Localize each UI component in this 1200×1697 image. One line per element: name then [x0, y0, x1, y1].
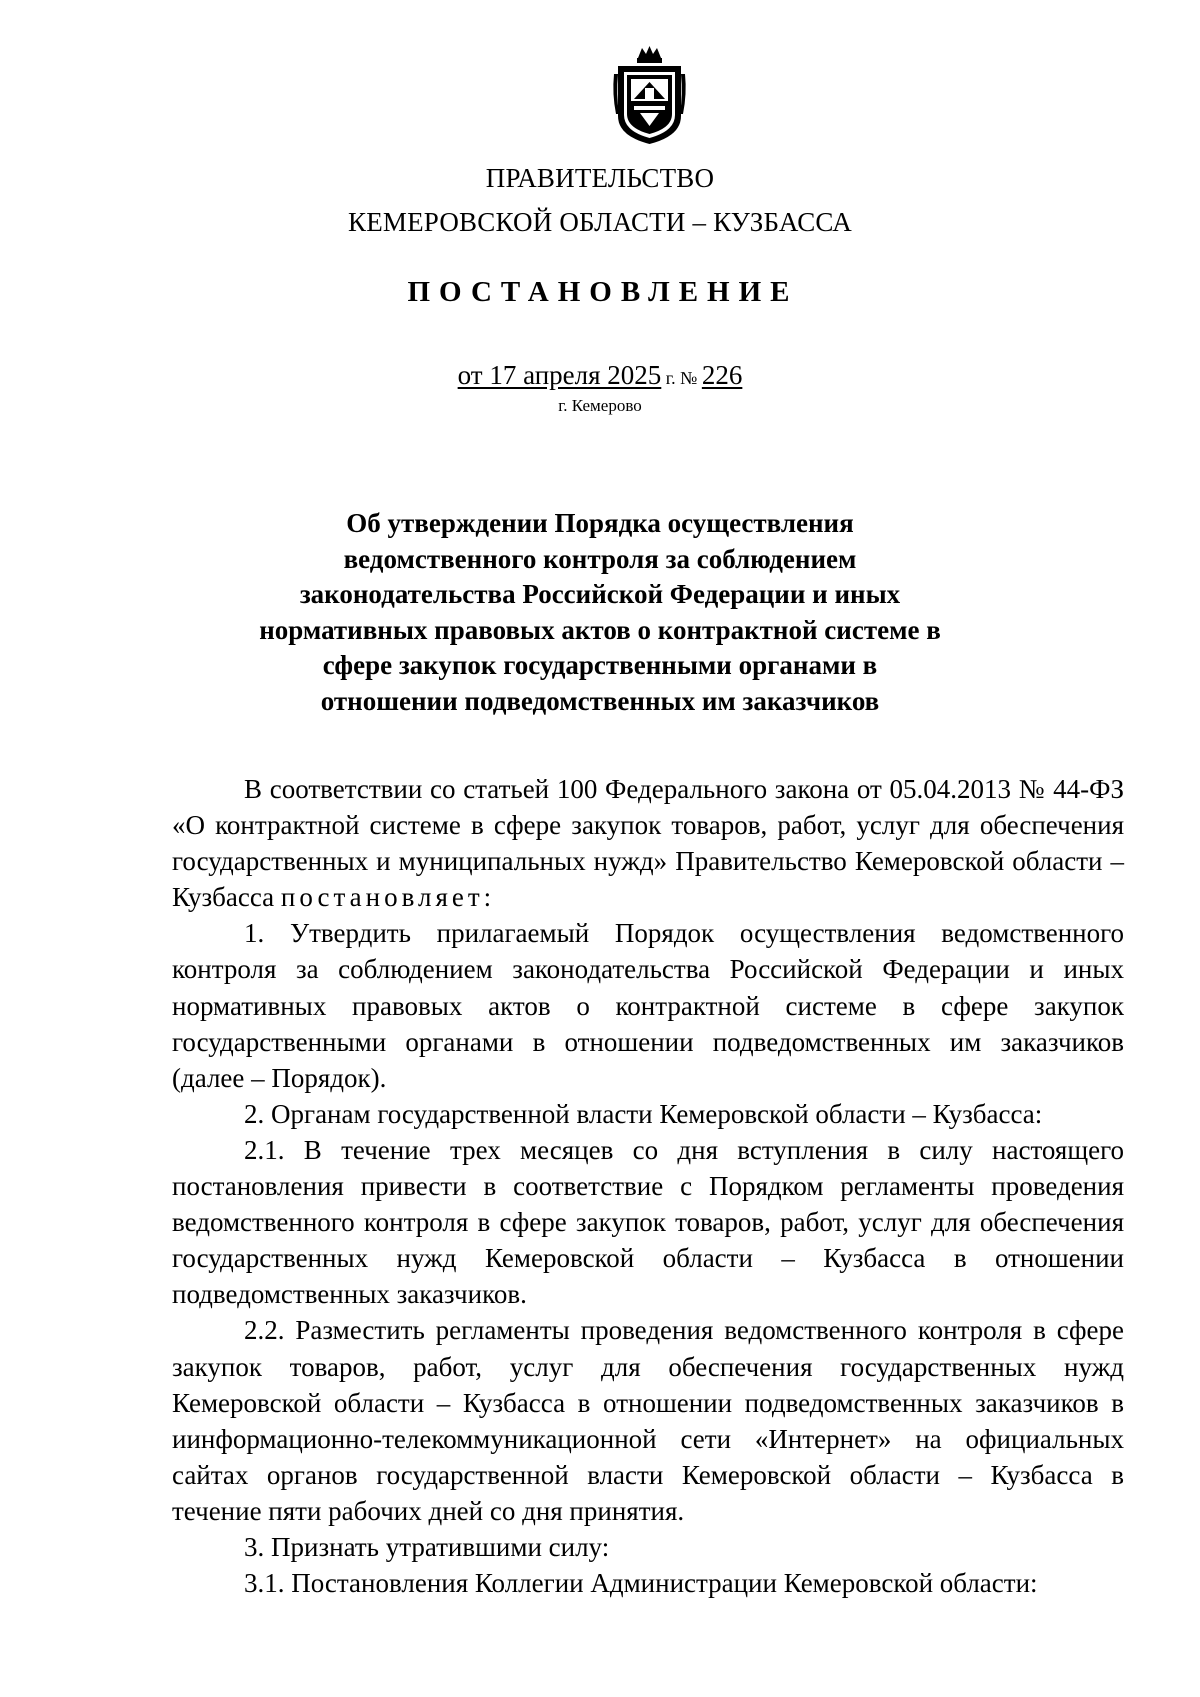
government-name-line-2: КЕМЕРОВСКОЙ ОБЛАСТИ – КУЗБАССА: [348, 207, 852, 237]
document-title: [240, 506, 960, 719]
year-mark: г.: [661, 368, 676, 388]
paragraph-3: 3. Признать утратившими силу:: [244, 1531, 610, 1562]
paragraph-1: 1. Утвердить прилагаемый Порядок осуществления ведомственного контроля за соблюдением законодательства Российской Федерации и иных нормативных правовых актов о контрактной системе в сфере закупок государственными органами в отношении подведомственных им заказчиков (далее – Порядок).: [172, 918, 1124, 1093]
preamble-verb: постановляет:: [280, 882, 496, 913]
document-date-number: [0, 360, 1200, 391]
document-number: 226: [701, 360, 743, 390]
document-body: [172, 771, 1124, 1601]
government-name-line-1: ПРАВИТЕЛЬСТВО: [485, 163, 715, 193]
number-mark: №: [675, 368, 702, 388]
title-line: отношении подведомственных им заказчиков: [320, 685, 880, 716]
title-line: законодательства Российской Федерации и иных: [299, 579, 901, 609]
document-type: ПОСТАНОВЛЕНИЕ: [407, 276, 799, 308]
title-line: нормативных правовых актов о контрактной системе в: [259, 614, 941, 645]
document-date: от 17 апреля 2025: [457, 360, 662, 390]
preamble-text: В соответствии со статьей 100 Федерального закона от 05.04.2013 № 44-ФЗ «О контрактной системе в сфере закупок товаров, работ, услуг для обеспечения государственных и муниципальных нужд» Правительство Кемеровской области – Кузбасса: [172, 774, 1124, 913]
title-line: Об утверждении Порядка осуществления: [346, 508, 854, 538]
paragraph-3-1: 3.1. Постановления Коллегии Администрации Кемеровской области:: [244, 1568, 1038, 1599]
paragraph-2-1: 2.1. В течение трех месяцев со дня вступления в силу настоящего постановления привести в соответствие с Порядком регламенты проведения ведомственного контроля в сфере закупок товаров, работ, услуг для обеспечения государственных нужд Кемеровской области – Кузбасса в отношении подведомственных заказчиков.: [172, 1134, 1124, 1310]
paragraph-2-2: 2.2. Разместить регламенты проведения ведомственного контроля в сфере закупок товаров, работ, услуг для обеспечения государственных нужд Кемеровской области – Кузбасса в отношении подведомственных заказчиков в иинформационно-телекоммуникационной сети «Интернет» на официальных сайтах органов государственной власти Кемеровской области – Кузбасса в течение пяти рабочих дней со дня принятия.: [172, 1315, 1124, 1526]
preamble-paragraph: [172, 771, 1124, 915]
title-line: ведомственного контроля за соблюдением: [343, 543, 857, 574]
document-city: г. Кемерово: [558, 396, 642, 415]
title-line: сфере закупок государственными органами в: [322, 650, 878, 680]
coat-of-arms-icon: [612, 44, 687, 146]
paragraph-2: 2. Органам государственной власти Кемеровской области – Кузбасса:: [244, 1098, 1043, 1129]
